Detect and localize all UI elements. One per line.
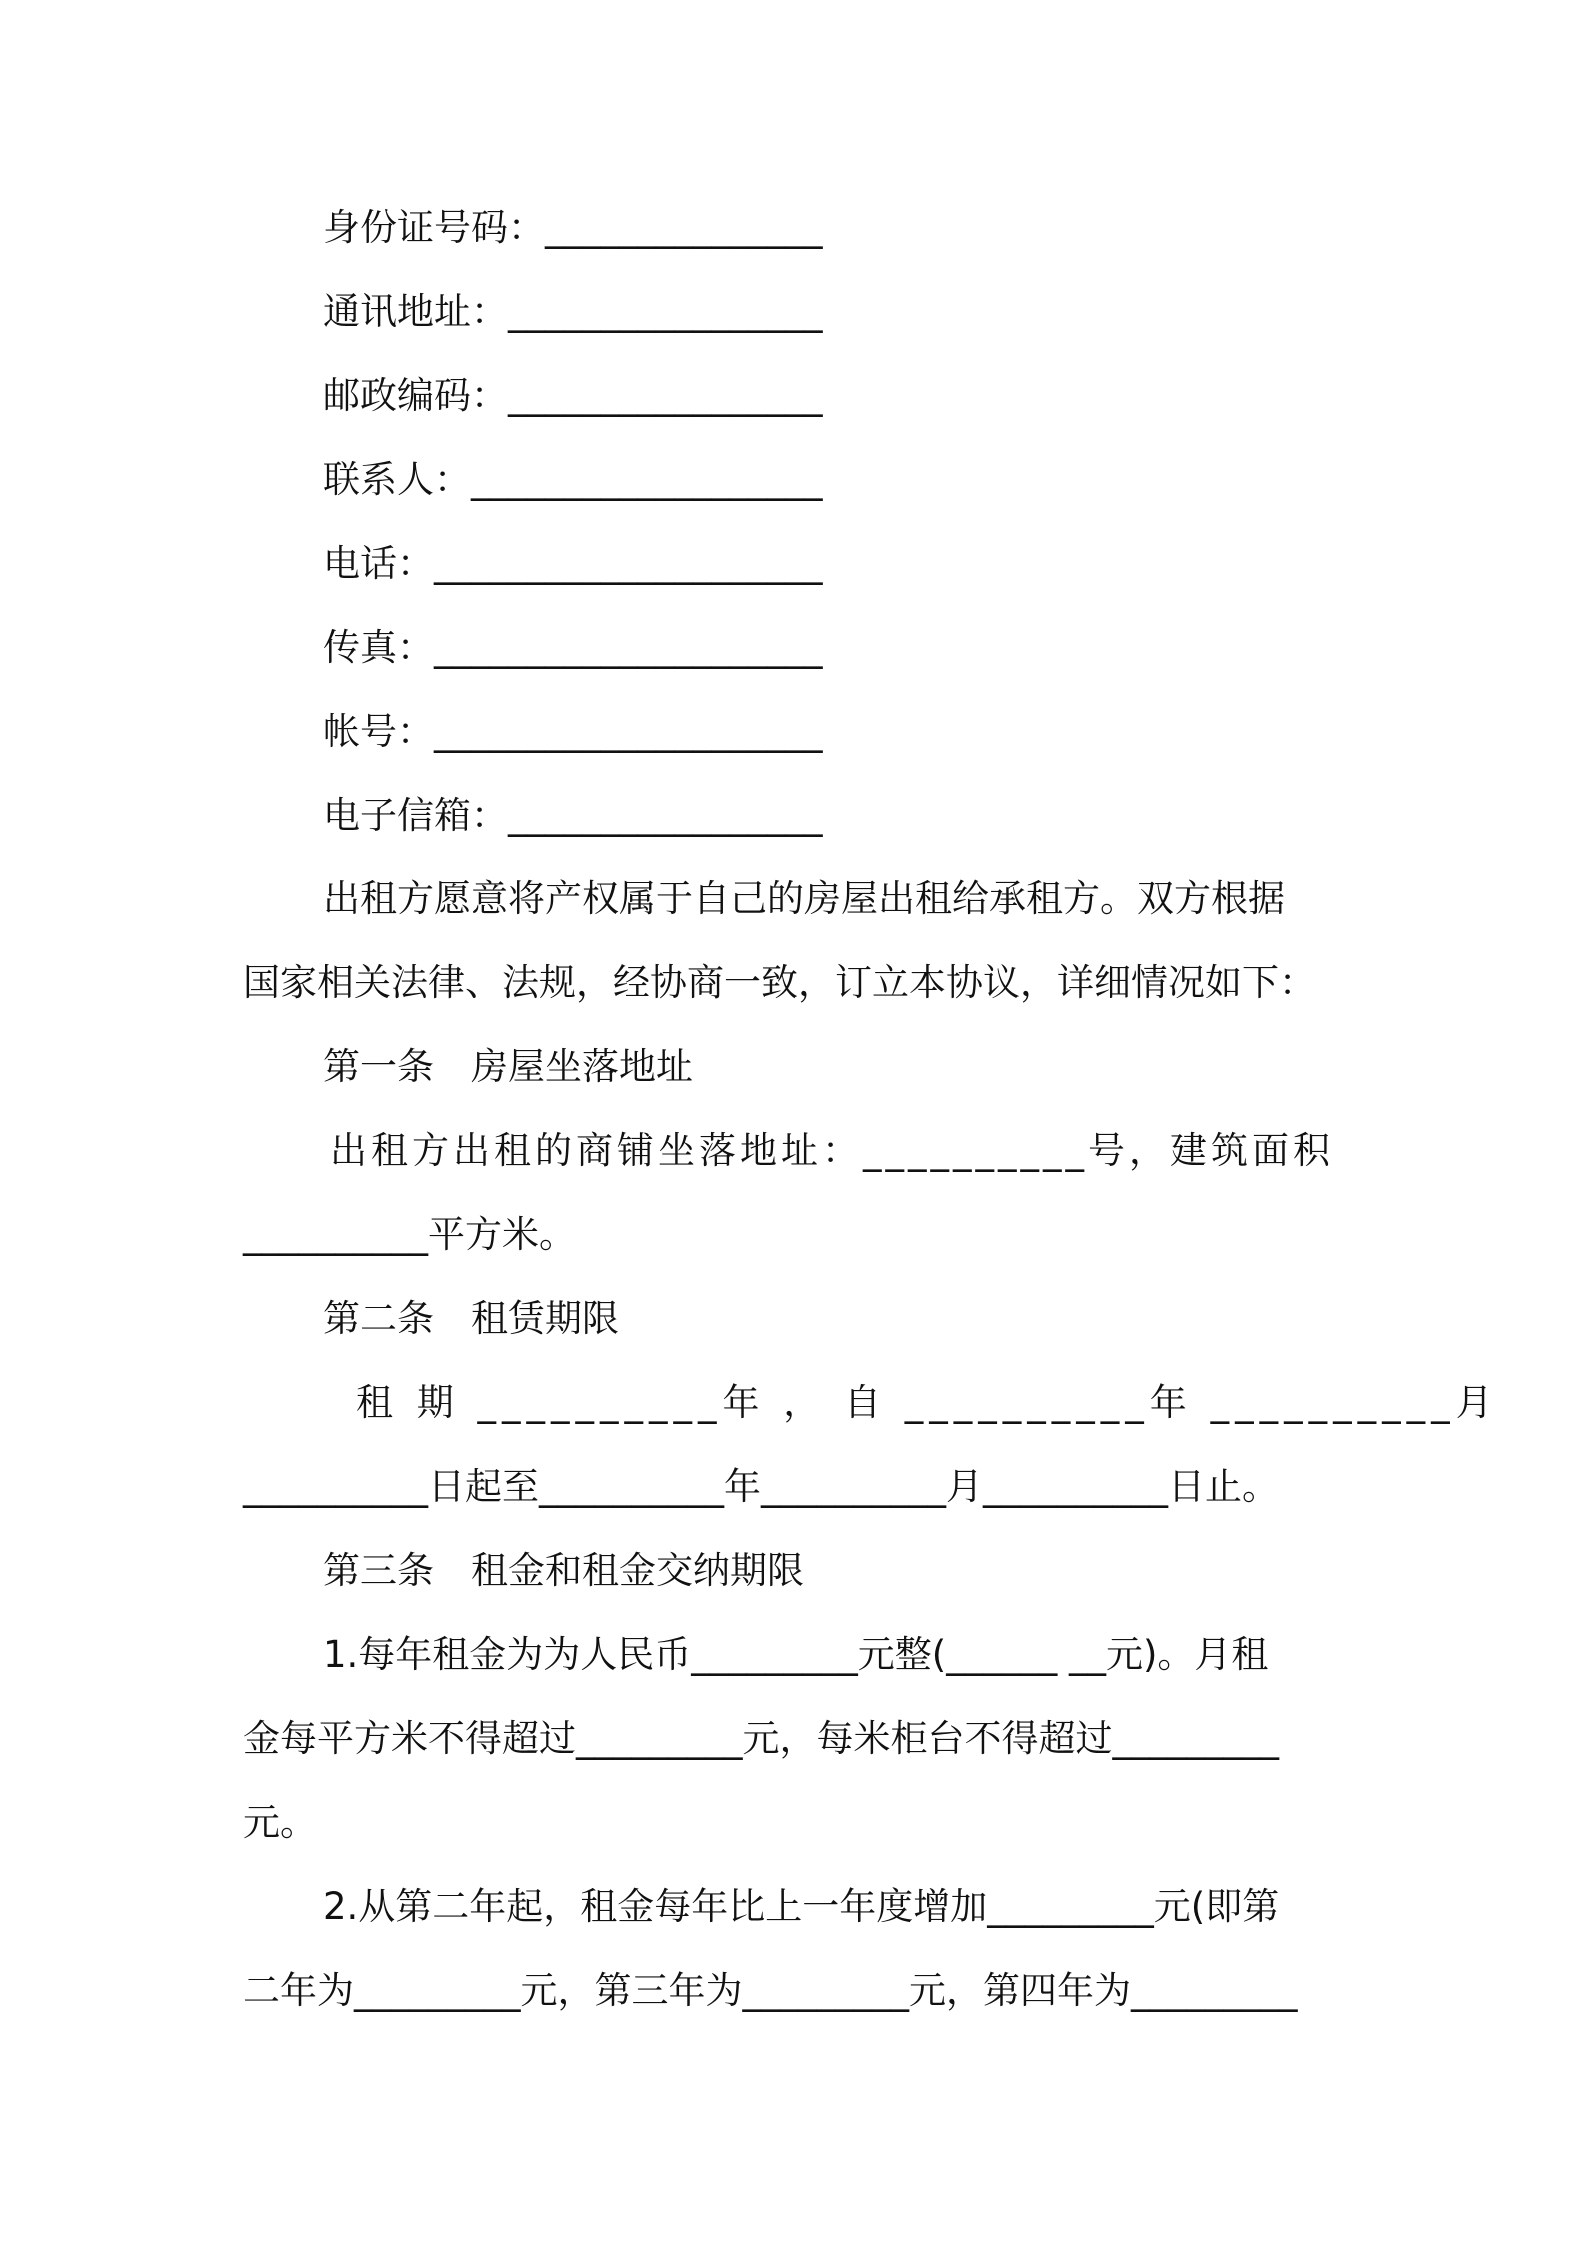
article-2-text: 租 期 __________年 ， 自 __________年 __________月: [356, 1381, 1499, 1424]
article-3-title: 第三条 租金和租金交纳期限: [323, 1549, 804, 1592]
field-label: 邮政编码：: [323, 374, 508, 417]
article-1-text: __________平方米。: [243, 1213, 576, 1256]
field-email: [323, 791, 823, 841]
field-label: 通讯地址：: [323, 290, 508, 333]
article-2-text: __________日起至__________年__________月__________日止。: [243, 1465, 1279, 1508]
field-label: 电话：: [323, 542, 434, 585]
field-blank: _____________________: [434, 626, 823, 669]
intro-paragraph-line: 国家相关法律、法规，经协商一致，订立本协议，详细情况如下：: [243, 961, 1316, 1004]
field-blank: _________________: [508, 290, 823, 333]
field-label: 联系人：: [323, 458, 471, 501]
field-fax: [323, 623, 823, 673]
field-blank: _______________: [545, 206, 823, 249]
article-2-title: 第二条 租赁期限: [323, 1297, 619, 1340]
field-postcode: [323, 371, 823, 421]
article-3-clause-1: 元。: [243, 1801, 317, 1844]
article-3-clause-2: 2.从第二年起，租金每年比上一年度增加_________元(即第: [323, 1885, 1280, 1928]
article-1-text: 出租方出租的商铺坐落地址：__________号，建筑面积: [330, 1129, 1334, 1172]
field-id-number: [323, 203, 823, 253]
intro-paragraph-line: 出租方愿意将产权属于自己的房屋出租给承租方。双方根据: [323, 877, 1285, 920]
field-label: 帐号：: [323, 710, 434, 753]
field-contact: [323, 455, 823, 505]
field-blank: _________________: [508, 794, 823, 837]
field-label: 身份证号码：: [323, 206, 545, 249]
field-phone: [323, 539, 823, 589]
field-blank: _________________: [508, 374, 823, 417]
field-account: [323, 707, 823, 757]
field-blank: ___________________: [471, 458, 823, 501]
field-blank: _____________________: [434, 542, 823, 585]
article-3-clause-1: 1.每年租金为为人民币_________元整(______ __元)。月租: [323, 1633, 1269, 1676]
article-1-title: 第一条 房屋坐落地址: [323, 1045, 693, 1088]
field-label: 传真：: [323, 626, 434, 669]
field-blank: _____________________: [434, 710, 823, 753]
article-3-clause-2: 二年为_________元，第三年为_________元，第四年为_________: [243, 1969, 1298, 2012]
field-address: [323, 287, 823, 337]
field-label: 电子信箱：: [323, 794, 508, 837]
article-3-clause-1: 金每平方米不得超过_________元，每米柜台不得超过_________: [243, 1717, 1279, 1760]
